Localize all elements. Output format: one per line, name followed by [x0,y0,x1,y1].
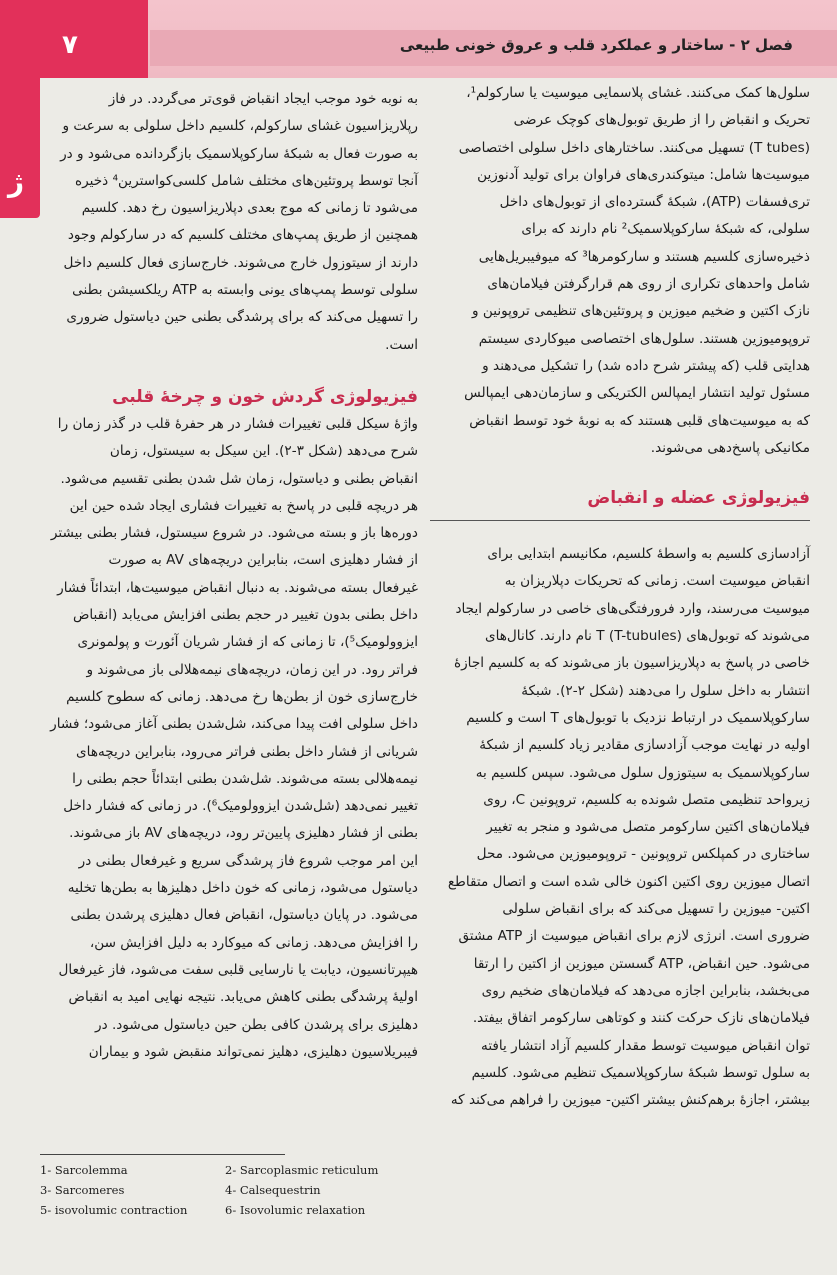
chapter-title: فصل ۲ - ساختار و عملکرد قلب و عروق خونی طبیعی [399,36,793,54]
text-line: اولیهٔ پرشدگی بطنی کاهش می‌یابد. نتیجه نهایی امید به انقباض [68,989,418,1006]
text-line: غیرفعال بسته می‌شوند. به دنبال انقباض میوسیت‌ها، ابتدائاً فشار [57,579,418,596]
text-line: هر دریچه قلبی در پاسخ به تغییرات فشاری ایجاد شده حین این [69,497,418,514]
left-body-paragraph [40,411,418,1066]
text-line: رپلاریزاسیون غشای سارکولم، کلسیم داخل سلولی به سرعت و [62,118,418,135]
text-line: انتشار به داخل سلول را می‌دهند (شکل ۲-۲). شبکهٔ [521,682,810,699]
text-line: دیاستول می‌شود، زمانی که خون داخل دهلیزها به بطن‌ها تخلیه [67,880,418,897]
footnote: 6- Isovolumic relaxation [225,1203,366,1217]
text-line: فیلامان‌های نازک حرکت کنند و کوتاهی سارکومر اتفاق بیفتد. [472,1010,810,1027]
text-line: فراتر رود. در این زمان، دریچه‌های نیمه‌هلالی باز می‌شوند و [86,661,418,678]
text-line: واژهٔ سیکل قلبی تغییرات فشار در هر حفرهٔ قلب در گذر زمان را [57,415,418,432]
text-line: مکانیکی پاسخ‌دهی می‌شوند. [650,439,810,456]
text-line: انقباض میوسیت است. زمانی که تحریکات دپلاریزان به [504,573,810,590]
text-line: خارج‌سازی خون از بطن‌ها رخ می‌دهد. زمانی که سطوح کلسیم [66,688,418,705]
heading-cardiac-cycle: فیزیولوژی گردش خون و چرخهٔ قلبی [112,386,418,407]
left-column [40,86,418,1066]
text-line: داخل بطنی بدون تغییر در حجم بطنی افزایش می‌یابد (انقباض [72,607,418,624]
text-line: اکتین- میوزین را تسهیل می‌کند که برای انقباض سلولی [502,901,810,918]
text-line: تحریک و انقباض را از طریق توبول‌های کوچک عرضی [513,112,810,129]
text-line: تغییر نمی‌دهد (شل‌شدن ایزوولومیک⁶). در زمانی که فشار داخل [63,798,418,815]
text-line: بیشتر، اجازهٔ برهم‌کنش بیشتر اکتین- میوزین را فراهم می‌کند که [450,1092,810,1109]
text-line: می‌بخشد، بنابراین اجازه می‌دهد که فیلامان‌های ضخیم روی [481,982,810,999]
text-line: (T tubes) تسهیل می‌کنند. ساختارهای داخل سلولی اختصاصی [458,139,810,156]
text-line: میوسیت می‌رسند، وارد فرورفتگی‌های خاصی در سارکولم ایجاد [455,600,810,617]
text-line: نیمه‌هلالی بسته می‌شوند. شل‌شدن بطنی ابتدائاً حجم بطنی را [72,770,418,787]
text-line: می‌شود تا زمانی که موج بعدی دپلاریزاسیون رخ دهد. کلسیم [81,200,418,217]
text-line: فیلامان‌های اکتین سارکومر متصل می‌شود و منجر به تغییر [486,819,810,836]
text-line: به نوبه خود موجب ایجاد انقباض قوی‌تر می‌گردد. در فاز [108,91,418,107]
left-intro-paragraph [40,86,418,359]
text-line: دهلیزی برای پرشدن کافی بطن حین دیاستول می‌شود. در [95,1016,418,1033]
section-side-tab [0,78,40,218]
text-line: می‌شود. حین انقباض، ATP گسستن میوزین از اکتین را ارتقا [473,955,810,972]
text-line: میوسیت‌ها شامل: میتوکندری‌های فراوان برای تولید آدنوزین [477,166,810,183]
right-body-paragraph [430,541,810,1114]
text-line: سارکوپلاسمیک به سیتوزول سلول می‌شود. سپس کلسیم به [475,764,810,781]
page-number: ۷ [62,30,78,60]
text-line: آزادسازی کلسیم به واسطهٔ کلسیم، مکانیسم ابتدایی برای [487,546,810,563]
text-line: شریانی از فشار داخل بطنی فراتر می‌رود، بنابراین دریچه‌های [76,743,418,760]
text-line: را تسهیل می‌کند که برای پرشدگی بطنی حین دیاستول ضروری [66,309,418,326]
text-line: شامل واحدهای تکراری از روی هم قرارگرفتن فیلامان‌های [487,276,810,293]
page-number-tab [0,0,148,78]
text-line: شرح می‌دهد (شکل ۳-۲). این سیکل به سیستول، زمان [109,443,418,460]
text-line: را افزایش می‌دهد. زمانی که میوکارد به دلیل افزایش سن، [89,934,418,951]
text-line: نازک اکتین و ضخیم میوزین و پروتئین‌های تنظیمی تروپونین و [472,303,810,320]
section-glyph: ژ [8,165,25,198]
text-line: از فشار دهلیزی است، بنابراین دریچه‌های AV به صورت [108,552,418,569]
text-line: سلول‌ها کمک می‌کنند. غشای پلاسمایی میوسیت یا سارکولم¹، [466,85,810,101]
text-line: دوره‌ها باز و بسته می‌شود. در شروع سیستول، فشار بطنی بیشتر [50,525,418,542]
footnote: 1- Sarcolemma [40,1163,128,1177]
text-line: ساختاری در کمپلکس تروپونین - تروپومیوزین می‌شود. محل [476,846,810,863]
footnote: 4- Calsequestrin [225,1183,321,1197]
text-line: به صورت فعال به شبکهٔ سارکوپلاسمیک بازگردانده می‌شود و در [60,145,418,162]
text-line: ذخیره‌سازی کلسیم هستند و سارکومرها³ که میوفیبریل‌هایی [478,248,810,265]
text-line: انقباض بطنی و دیاستول، زمان شل شدن بطنی تقسیم می‌شود. [60,470,418,487]
heading-muscle-physiology: فیزیولوژی عضله و انقباض [587,488,810,509]
text-line: ضروری است. انرژی لازم برای انقباض میوسیت از ATP مشتق [458,928,810,945]
text-line: توان انقباض میوسیت توسط مقدار کلسیم آزاد انتشار یافته [481,1037,810,1054]
text-line: بطنی از فشار دهلیزی پایین‌تر رود، دریچه‌های AV باز می‌شوند. [69,825,418,842]
text-line: به سلول توسط شبکهٔ سارکوپلاسمیک تنظیم می‌شود. کلسیم [471,1064,810,1081]
text-line: این امر موجب شروع فاز پرشدگی سریع و غیرفعال بطنی در [78,852,418,869]
text-line: است. [385,336,418,353]
right-intro-paragraph [430,80,810,462]
text-line: سلولی توسط پمپ‌های یونی وابسته به ATP ریلکسیشن بطنی [72,282,418,299]
text-line: زیرواحد تنظیمی متصل شونده به کلسیم، تروپونین C، روی [483,791,810,808]
text-line: آنجا توسط پروتئین‌های مختلف شامل کلسی‌کواسترین⁴ ذخیره [75,172,418,189]
text-line: سلولی، که شبکهٔ سارکوپلاسمیک² نام دارند که برای [521,221,810,238]
text-line: اتصال میوزین روی اکتین اکنون خالی شده است و اتصال متقاطع [447,873,810,890]
right-column [430,80,810,1114]
footnote: 2- Sarcoplasmic reticulum [225,1163,379,1177]
text-line: سارکوپلاسمیک در ارتباط نزدیک با توبول‌های T است و کلسیم [466,709,810,726]
text-line: دارند از سیتوزول خارج می‌شوند. خارج‌سازی فعال کلسیم داخل [63,254,418,271]
text-line: ایزوولومیک⁵)، تا زمانی که از فشار شریان آئورت و پولمونری [77,634,418,651]
footnote: 5- isovolumic contraction [40,1203,188,1217]
footnotes [40,1160,430,1220]
text-line: مسئول تولید انتشار ایمپالس الکتریکی و سازمان‌دهی ایمپالس [464,385,810,402]
text-line: همچنین از طریق پمپ‌های مختلف کلسیم که در سارکولم وجود [67,227,418,244]
text-line: هیپرتانسیون، دیابت یا نارسایی قلبی سفت می‌شود، فاز غیرفعال [58,961,418,978]
text-line: هدایتی قلب (که پیشتر شرح داده شد) را تشکیل می‌دهند و [482,357,810,374]
text-line: خاصی در پاسخ به دپلاریزاسیون باز می‌شوند که به کلسیم اجازهٔ [454,655,810,672]
text-line: داخل سلولی افت پیدا می‌کند، شل‌شدن بطنی آغاز می‌شود؛ فشار [50,716,418,733]
footnote: 3- Sarcomeres [40,1183,125,1197]
text-line: تری‌فسفات (ATP)، شبکهٔ گسترده‌ای از توبول‌های داخل [499,194,810,211]
text-line: می‌شود. در پایان دیاستول، انقباض فعال دهلیزی پرشدن بطنی [70,907,418,924]
footnote-divider [40,1154,285,1155]
text-line: فیبریلاسیون دهلیزی، دهلیز نمی‌تواند منقبض شود و بیماران [88,1043,418,1060]
text-line: اولیه در نهایت موجب آزادسازی مقادیر زیاد کلسیم از شبکهٔ [479,737,810,754]
text-line: که به میوسیت‌های قلبی هستند که به نوبهٔ خود توسط انقباض [469,412,810,429]
text-line: می‌شوند که توبول‌های T (T-tubules) نام دارند. کانال‌های [484,628,810,645]
text-line: تروپومیوزین هستند. سلول‌های اختصاصی میوکاردی سیستم [478,330,810,347]
